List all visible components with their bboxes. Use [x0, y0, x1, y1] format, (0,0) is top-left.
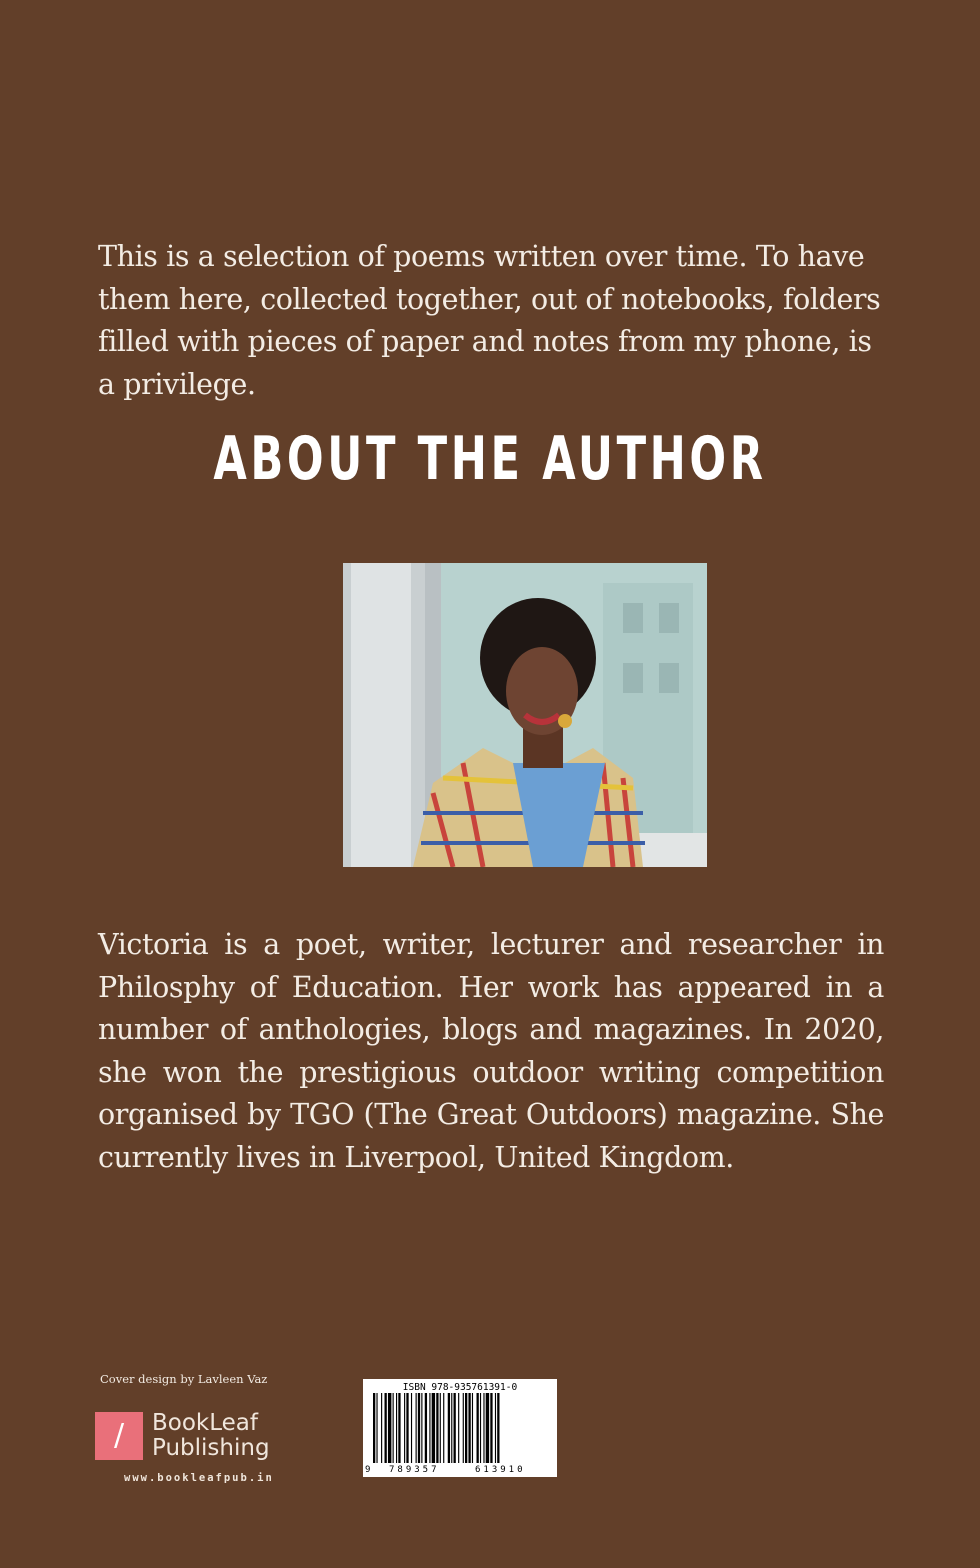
publisher-name-line2: Publishing [152, 1435, 270, 1461]
barcode-bar [497, 1393, 499, 1463]
isbn-barcode [363, 1379, 557, 1477]
barcode-bar [416, 1393, 417, 1463]
barcode-bar [448, 1393, 450, 1463]
barcode-bar [440, 1393, 441, 1463]
barcode-bar [385, 1393, 387, 1463]
cover-design-credit: Cover design by Lavleen Vaz [100, 1372, 268, 1386]
barcode-bar [418, 1393, 420, 1463]
author-bio: Victoria is a poet, writer, lecturer and researcher in Philosphy of Education. Her work has appeared in a number of anthologies, blogs and magazines. In 2020, she won the prestigious outdoor writing competition organised by TGO (The Great Outdoors) magazine. She currently lives in Liverpool, United Kingdom. [98, 928, 884, 1174]
barcode-bars [373, 1393, 549, 1463]
barcode-bar [465, 1393, 467, 1463]
publisher-url: www.bookleafpub.in [124, 1472, 274, 1484]
barcode-bar [495, 1393, 496, 1463]
barcode-bar [373, 1393, 375, 1463]
author-photo [343, 563, 707, 867]
barcode-bar [454, 1393, 456, 1463]
isbn-label: ISBN 978-935761391-0 [402, 1382, 518, 1393]
barcode-bar [393, 1393, 394, 1463]
barcode-digits-right: 613910 [475, 1465, 526, 1475]
barcode-bar [451, 1393, 452, 1463]
barcode-bar [483, 1393, 484, 1463]
barcode-bar [429, 1393, 430, 1463]
barcode-bar [411, 1393, 412, 1463]
publisher-name-line1: BookLeaf [152, 1410, 258, 1436]
barcode-bar [463, 1393, 464, 1463]
publisher-logo [95, 1410, 285, 1462]
barcode-bar [421, 1393, 422, 1463]
barcode-bar [468, 1393, 470, 1463]
barcode-bar [432, 1393, 435, 1463]
barcode-bar [406, 1393, 408, 1463]
barcode-bar [443, 1393, 444, 1463]
barcode-bar [490, 1393, 492, 1463]
barcode-bar [425, 1393, 427, 1463]
barcode-bar [436, 1393, 438, 1463]
barcode-bar [376, 1393, 377, 1463]
barcode-bar [486, 1393, 489, 1463]
barcode-digit-first: 9 [365, 1465, 371, 1475]
barcode-bar [477, 1393, 479, 1463]
barcode-digits-left: 789357 [389, 1465, 440, 1475]
barcode-bar [472, 1393, 473, 1463]
slash-logo-icon: / [95, 1412, 143, 1460]
barcode-bar [396, 1393, 397, 1463]
barcode-bar [381, 1393, 382, 1463]
barcode-bar [480, 1393, 481, 1463]
barcode-bar [458, 1393, 459, 1463]
barcode-bar [388, 1393, 391, 1463]
book-blurb: This is a selection of poems written over time. To have them here, collected together, out of notebooks, folders filled with pieces of paper and notes from my phone, is a privilege. [98, 240, 881, 401]
barcode-bar [404, 1393, 405, 1463]
barcode-bar [398, 1393, 400, 1463]
about-author-heading: ABOUT THE AUTHOR [213, 424, 767, 494]
